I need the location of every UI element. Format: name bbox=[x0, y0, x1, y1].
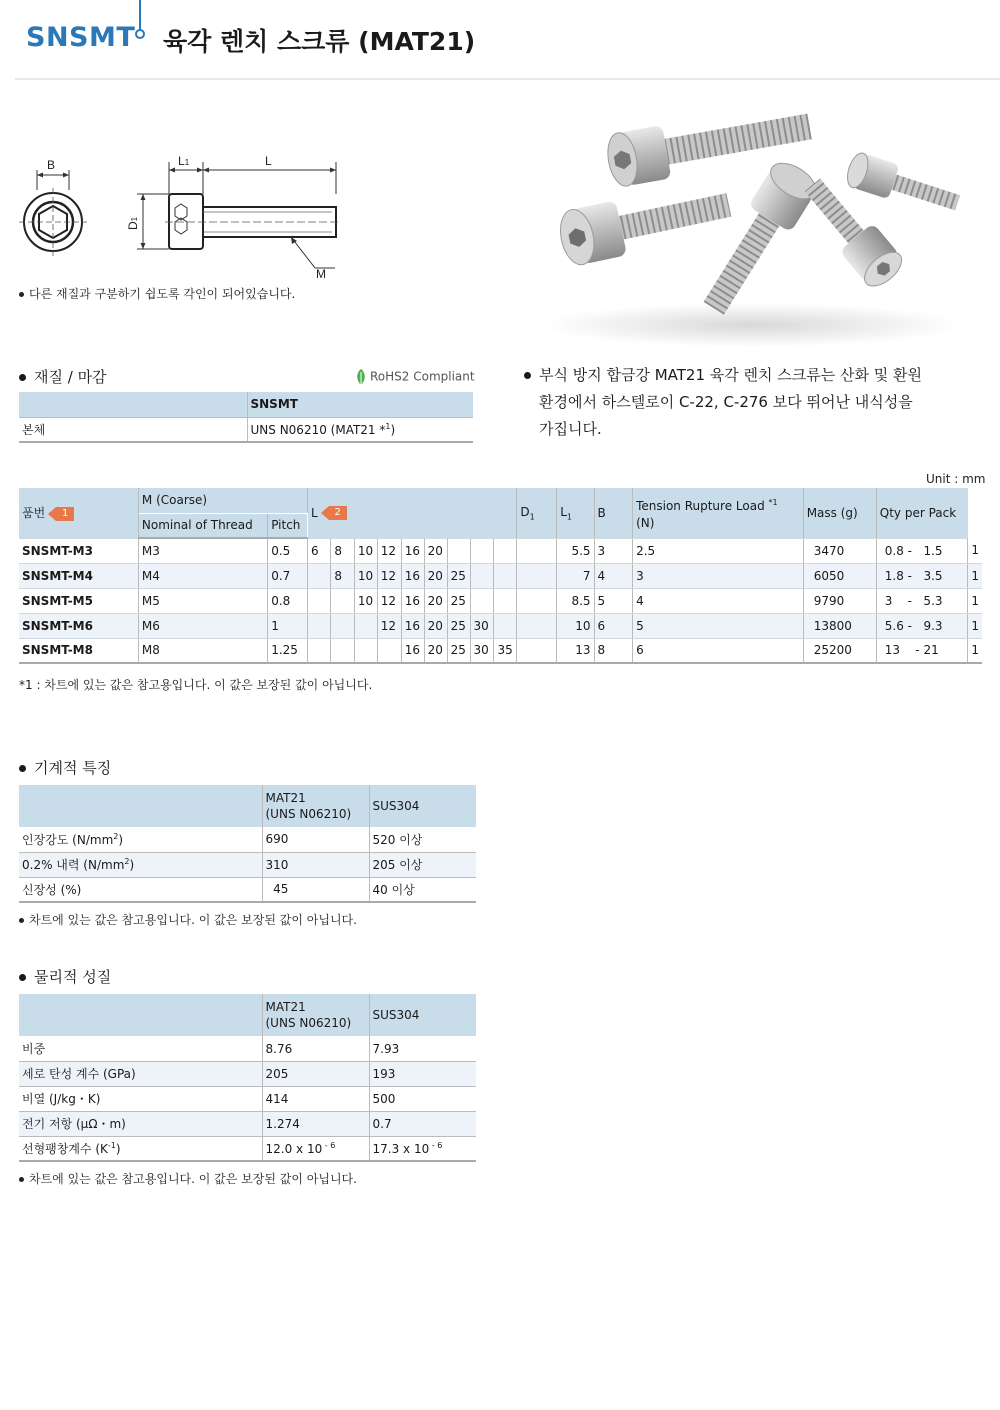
label-sup: 2 bbox=[124, 857, 130, 866]
length-option: 20 bbox=[424, 538, 447, 563]
bullet-icon bbox=[19, 292, 24, 297]
length-option bbox=[517, 638, 557, 663]
product-photo bbox=[522, 95, 982, 350]
table-row bbox=[19, 852, 476, 877]
product-description: 부식 방지 합금강 MAT21 육각 렌치 스크류는 산화 및 환원 환경에서 하스텔로이 C-22, C-276 보다 뛰어난 내식성을 가집니다. bbox=[524, 362, 964, 443]
header-d1: $D_1$ bbox=[517, 488, 557, 538]
table-row bbox=[19, 1036, 476, 1061]
unit-label: Unit : mm bbox=[926, 472, 986, 486]
length-option: 12 bbox=[377, 613, 401, 638]
label-sup: -1 bbox=[107, 1140, 116, 1150]
header-mat21: MAT21 (UNS N06210) bbox=[262, 994, 369, 1036]
length-option bbox=[470, 538, 494, 563]
length-option: 30 bbox=[470, 638, 494, 663]
property-label bbox=[19, 877, 262, 902]
length-option bbox=[470, 588, 494, 613]
brand-dot-icon bbox=[135, 29, 145, 39]
length-option bbox=[331, 638, 354, 663]
length-option: 10 bbox=[354, 588, 377, 613]
bullet-icon bbox=[524, 372, 531, 379]
value-text: 0.7 bbox=[372, 1117, 392, 1131]
length-option bbox=[494, 613, 517, 638]
qty-value: 1 bbox=[968, 613, 982, 638]
tag-1: 1 bbox=[48, 507, 74, 521]
label-end: ) bbox=[118, 832, 124, 847]
length-option: 10 bbox=[354, 538, 377, 563]
d1-value: 13 bbox=[557, 638, 594, 663]
label-text: 전기 저항 (μΩ・m) bbox=[22, 1117, 126, 1131]
d1-value: 10 bbox=[557, 613, 594, 638]
part-number: SNSMT-M5 bbox=[19, 588, 138, 613]
l1-value: 8 bbox=[594, 638, 633, 663]
property-label bbox=[19, 1061, 262, 1086]
nominal-thread: M5 bbox=[138, 588, 267, 613]
length-option: 12 bbox=[377, 538, 401, 563]
nominal-thread: M3 bbox=[138, 538, 267, 563]
sus304-value bbox=[369, 827, 476, 852]
pitch: 0.5 bbox=[268, 538, 308, 563]
length-option: 20 bbox=[424, 613, 447, 638]
pitch: 0.8 bbox=[268, 588, 308, 613]
label-d1: D1 bbox=[126, 216, 140, 230]
length-option bbox=[517, 588, 557, 613]
b-value: 2.5 bbox=[633, 538, 804, 563]
part-number: SNSMT-M4 bbox=[19, 563, 138, 588]
nominal-thread: M8 bbox=[138, 638, 267, 663]
length-option: 20 bbox=[424, 638, 447, 663]
length-option bbox=[354, 638, 377, 663]
length-option: 16 bbox=[401, 638, 424, 663]
value-text: 1.274 bbox=[265, 1117, 300, 1131]
length-option bbox=[447, 538, 470, 563]
mechanical-table bbox=[19, 785, 476, 903]
length-option: 35 bbox=[494, 638, 517, 663]
load-value: 9790 bbox=[803, 588, 876, 613]
header-m: M (Coarse) bbox=[138, 488, 307, 513]
bullet-icon bbox=[19, 765, 26, 772]
qty-value: 1 bbox=[968, 563, 982, 588]
mat21-value bbox=[262, 1111, 369, 1136]
value-text: 205 이상 bbox=[372, 858, 423, 872]
length-option bbox=[307, 638, 330, 663]
nominal-thread: M4 bbox=[138, 563, 267, 588]
qty-value: 1 bbox=[968, 638, 982, 663]
value-text: 310 bbox=[265, 857, 289, 872]
spec-table bbox=[19, 488, 982, 664]
label-text: 세로 탄성 계수 (GPa) bbox=[22, 1067, 136, 1081]
length-option bbox=[307, 613, 330, 638]
page-title: 육각 렌치 스크류 (MAT21) bbox=[163, 27, 476, 56]
load-value: 13800 bbox=[803, 613, 876, 638]
l1-value: 3 bbox=[594, 538, 633, 563]
length-option bbox=[494, 588, 517, 613]
l1-value: 5 bbox=[594, 588, 633, 613]
load-value: 25200 bbox=[803, 638, 876, 663]
header-l: L 2 bbox=[307, 488, 516, 538]
length-option: 12 bbox=[377, 588, 401, 613]
material-section-title: 재질 / 마감 bbox=[19, 366, 107, 387]
table-row bbox=[19, 1136, 476, 1161]
label-text: 인장강도 (N/mm bbox=[22, 832, 114, 847]
length-option bbox=[494, 563, 517, 588]
value-text: 414 bbox=[265, 1092, 289, 1106]
table-row bbox=[19, 638, 982, 663]
sus304-value bbox=[369, 852, 476, 877]
table-row bbox=[19, 1061, 476, 1086]
header-divider bbox=[15, 78, 1000, 80]
property-label bbox=[19, 1086, 262, 1111]
qty-value: 1 bbox=[968, 588, 982, 613]
header-part: 품번 1 bbox=[19, 488, 138, 538]
physical-note: 차트에 있는 값은 참고용입니다. 이 값은 보장된 값이 아닙니다. bbox=[19, 1170, 357, 1187]
length-option bbox=[517, 613, 557, 638]
length-option: 12 bbox=[377, 563, 401, 588]
part-number: SNSMT-M8 bbox=[19, 638, 138, 663]
pitch: 1.25 bbox=[268, 638, 308, 663]
header-pitch: Pitch bbox=[268, 513, 308, 538]
label-end: ) bbox=[115, 1141, 121, 1156]
table-row bbox=[19, 392, 473, 417]
d1-value: 5.5 bbox=[557, 538, 594, 563]
property-label bbox=[19, 1111, 262, 1136]
length-option: 16 bbox=[401, 613, 424, 638]
length-option: 25 bbox=[447, 588, 470, 613]
table-row bbox=[19, 827, 476, 852]
label-b: B bbox=[47, 158, 56, 172]
value-text: 500 bbox=[372, 1092, 396, 1106]
length-option: 8 bbox=[331, 538, 354, 563]
mass-value: 0.8 - 1.5 bbox=[876, 538, 968, 563]
property-label bbox=[19, 852, 262, 877]
l1-value: 6 bbox=[594, 613, 633, 638]
length-option: 25 bbox=[447, 563, 470, 588]
mat21-value bbox=[262, 877, 369, 902]
value-text: 12.0 x 10 bbox=[265, 1141, 323, 1156]
header-sus304: SUS304 bbox=[369, 994, 476, 1036]
bullet-icon bbox=[19, 974, 26, 981]
table-row bbox=[19, 563, 982, 588]
sus304-value bbox=[369, 1036, 476, 1061]
label-sup: 2 bbox=[113, 831, 119, 841]
part-number: SNSMT-M6 bbox=[19, 613, 138, 638]
mat21-value bbox=[262, 1061, 369, 1086]
bullet-icon bbox=[19, 918, 24, 923]
load-value: 3470 bbox=[803, 538, 876, 563]
mechanical-note: 차트에 있는 값은 참고용입니다. 이 값은 보장된 값이 아닙니다. bbox=[19, 911, 357, 928]
table-row bbox=[19, 588, 982, 613]
table-header-row bbox=[19, 994, 476, 1036]
header-load: Tension Rupture Load $^{*1}$ (N) bbox=[633, 488, 804, 538]
length-option bbox=[517, 563, 557, 588]
length-option: 10 bbox=[354, 563, 377, 588]
length-option: 16 bbox=[401, 588, 424, 613]
table-row bbox=[19, 538, 982, 563]
table-row bbox=[19, 417, 473, 442]
length-option: 16 bbox=[401, 563, 424, 588]
leaf-icon bbox=[355, 368, 367, 386]
value-text: 7.93 bbox=[372, 1041, 400, 1056]
header-l1: $L_1$ bbox=[557, 488, 594, 538]
length-option: 16 bbox=[401, 538, 424, 563]
length-option bbox=[307, 563, 330, 588]
spec-footnote: *1 : 차트에 있는 값은 참고용입니다. 이 값은 보장된 값이 아닙니다. bbox=[19, 678, 373, 692]
value-text: 193 bbox=[372, 1067, 396, 1081]
sus304-value bbox=[369, 877, 476, 902]
pitch: 0.7 bbox=[268, 563, 308, 588]
value-text: 520 이상 bbox=[372, 832, 423, 847]
header-b: B bbox=[594, 488, 633, 538]
table-header: SNSMT bbox=[247, 392, 473, 417]
property-label bbox=[19, 1136, 262, 1161]
value-sup: - 6 bbox=[322, 1140, 336, 1150]
sus304-value bbox=[369, 1136, 476, 1161]
physical-table bbox=[19, 994, 476, 1162]
table-header-row bbox=[19, 785, 476, 827]
b-value: 6 bbox=[633, 638, 804, 663]
d1-value: 7 bbox=[557, 563, 594, 588]
mass-value: 13 - 21 bbox=[876, 638, 968, 663]
value-text: 690 bbox=[265, 832, 289, 847]
length-option: 25 bbox=[447, 638, 470, 663]
table-row bbox=[19, 1111, 476, 1136]
label-text: 비열 (J/kg・K) bbox=[22, 1092, 101, 1106]
table-cell bbox=[19, 392, 247, 417]
part-number: SNSMT-M3 bbox=[19, 538, 138, 563]
mat21-value bbox=[262, 1136, 369, 1161]
label-end: ) bbox=[129, 858, 135, 872]
mat21-value bbox=[262, 827, 369, 852]
table-row bbox=[19, 877, 476, 902]
l1-value: 4 bbox=[594, 563, 633, 588]
rohs-badge: RoHS2 Compliant bbox=[355, 368, 475, 386]
length-option bbox=[307, 588, 330, 613]
table-cell bbox=[19, 785, 262, 827]
table-row bbox=[19, 613, 982, 638]
label-text: 비중 bbox=[22, 1041, 46, 1056]
table-header-row bbox=[19, 488, 982, 513]
length-option: 25 bbox=[447, 613, 470, 638]
label-text: 신장성 (%) bbox=[22, 882, 82, 897]
value-text: 17.3 x 10 bbox=[372, 1141, 430, 1156]
length-option bbox=[377, 638, 401, 663]
d1-value: 8.5 bbox=[557, 588, 594, 613]
mechanical-section-title: 기계적 특징 bbox=[19, 757, 111, 778]
table-cell: UNS N06210 (MAT21 *$^1$) bbox=[247, 417, 473, 442]
length-option bbox=[470, 563, 494, 588]
mat21-value bbox=[262, 1036, 369, 1061]
mat21-value bbox=[262, 852, 369, 877]
length-option bbox=[354, 613, 377, 638]
mat21-value bbox=[262, 1086, 369, 1111]
material-table bbox=[19, 392, 473, 443]
label-l1: L1 bbox=[178, 154, 190, 168]
tag-2: 2 bbox=[321, 506, 347, 520]
table-cell bbox=[19, 994, 262, 1036]
value-text: 205 bbox=[265, 1067, 289, 1081]
label-l: L bbox=[265, 154, 272, 168]
property-label bbox=[19, 1036, 262, 1061]
label-text: 0.2% 내력 (N/mm bbox=[22, 858, 125, 872]
value-text: 8.76 bbox=[265, 1041, 293, 1056]
length-option: 20 bbox=[424, 588, 447, 613]
physical-section-title: 물리적 성질 bbox=[19, 966, 111, 987]
table-row bbox=[19, 1086, 476, 1111]
mass-value: 5.6 - 9.3 bbox=[876, 613, 968, 638]
sus304-value bbox=[369, 1111, 476, 1136]
sus304-value bbox=[369, 1086, 476, 1111]
value-sup: - 6 bbox=[429, 1140, 443, 1150]
length-option bbox=[517, 538, 557, 563]
header-qty: Qty per Pack bbox=[876, 488, 968, 538]
pitch: 1 bbox=[268, 613, 308, 638]
length-option: 30 bbox=[470, 613, 494, 638]
brand-divider bbox=[139, 0, 141, 30]
table-cell: 본체 bbox=[19, 417, 247, 442]
mass-value: 1.8 - 3.5 bbox=[876, 563, 968, 588]
label-text: 선형팽창계수 (K bbox=[22, 1141, 108, 1156]
bullet-icon bbox=[19, 374, 26, 381]
length-option bbox=[494, 538, 517, 563]
brand-code: SNSMT bbox=[26, 22, 136, 53]
label-m: M bbox=[316, 267, 326, 280]
value-text: 40 이상 bbox=[372, 882, 415, 897]
length-option bbox=[331, 588, 354, 613]
length-option: 6 bbox=[307, 538, 330, 563]
property-label bbox=[19, 827, 262, 852]
b-value: 5 bbox=[633, 613, 804, 638]
sus304-value bbox=[369, 1061, 476, 1086]
load-value: 6050 bbox=[803, 563, 876, 588]
value-text: 45 bbox=[265, 882, 289, 897]
length-option: 20 bbox=[424, 563, 447, 588]
header-sus304: SUS304 bbox=[369, 785, 476, 827]
b-value: 3 bbox=[633, 563, 804, 588]
header-mass: Mass (g) bbox=[803, 488, 876, 538]
nominal-thread: M6 bbox=[138, 613, 267, 638]
diagram-note: 다른 재질과 구분하기 쉽도록 각인이 되어있습니다. bbox=[19, 285, 295, 302]
header-nominal: Nominal of Thread bbox=[138, 513, 267, 538]
b-value: 4 bbox=[633, 588, 804, 613]
header-mat21: MAT21 (UNS N06210) bbox=[262, 785, 369, 827]
mass-value: 3 - 5.3 bbox=[876, 588, 968, 613]
page-header bbox=[0, 0, 1000, 80]
qty-value: 1 bbox=[968, 538, 982, 563]
bullet-icon bbox=[19, 1177, 24, 1182]
screw-dimension-diagram bbox=[15, 150, 355, 280]
length-option bbox=[331, 613, 354, 638]
length-option: 8 bbox=[331, 563, 354, 588]
